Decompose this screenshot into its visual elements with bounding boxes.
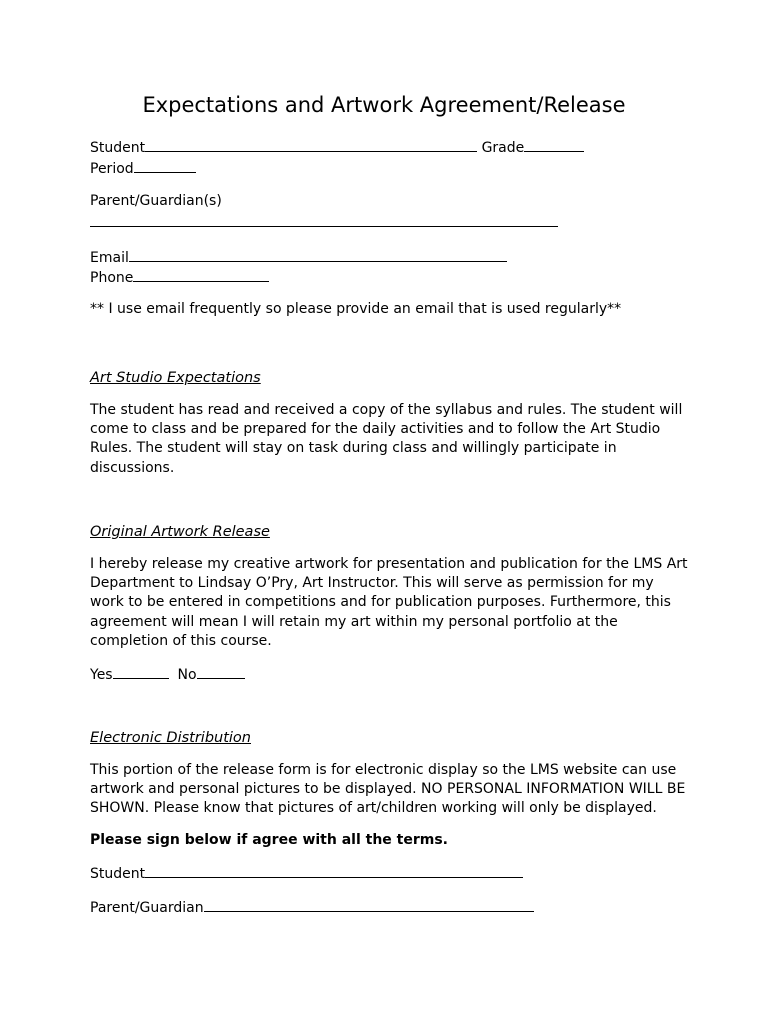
email-line [90, 247, 507, 268]
student-name-field[interactable] [145, 137, 477, 152]
grade-field[interactable] [524, 137, 584, 152]
period-field[interactable] [134, 158, 196, 173]
release-text: I hereby release my creative artwork for presentation and publication for the LMS Art Department to Lindsay O’Pry, Art Instructor. This will serve as permission for my work to be entered in competitions and for publication purposes. Furthermore, this agreement will mean I will retain my art within my personal portfolio at the completion of this course. [90, 556, 688, 649]
guardian-names-field[interactable] [90, 212, 558, 227]
email-label: Email [90, 250, 129, 266]
phone-label: Phone [90, 270, 134, 286]
release-heading: Original Artwork Release [90, 524, 270, 540]
guardian-line [90, 212, 558, 233]
student-label: Student [90, 140, 146, 156]
grade-label: Grade [481, 140, 525, 156]
guardian-signature-label: Parent/Guardian [90, 900, 204, 916]
guardian-label: Parent/Guardian(s) [90, 193, 222, 209]
guardian-signature-field[interactable] [204, 897, 534, 912]
yes-field[interactable] [113, 664, 169, 679]
yes-no-line [90, 664, 245, 685]
phone-field[interactable] [133, 267, 269, 282]
electronic-text: This portion of the release form is for electronic display so the LMS website can use artwork and personal pictures to be displayed. NO PERSONAL INFORMATION WILL BE SHOWN. Please know that pictures of art/children working will only be displayed. [90, 762, 686, 817]
phone-line [90, 267, 269, 288]
student-signature-label: Student [90, 866, 146, 882]
studio-text: The student has read and received a copy of the syllabus and rules. The student will come to class and be prepared for the daily activities and to follow the Art Studio Rules. The student will stay on task during class and willingly participate in discussions. [90, 402, 683, 476]
student-signature-line [90, 863, 523, 884]
student-signature-field[interactable] [145, 863, 523, 878]
yes-label: Yes [90, 667, 113, 683]
signature-instruction: Please sign below if agree with all the terms. [90, 832, 448, 848]
email-note: ** I use email frequently so please provide an email that is used regularly** [90, 301, 622, 317]
no-label: No [177, 667, 197, 683]
period-line [90, 158, 196, 179]
student-grade-line [90, 137, 584, 158]
no-field[interactable] [197, 664, 245, 679]
studio-heading: Art Studio Expectations [90, 370, 261, 386]
page-title: Expectations and Artwork Agreement/Release [142, 93, 626, 117]
electronic-heading: Electronic Distribution [90, 730, 251, 746]
period-label: Period [90, 161, 134, 177]
email-field[interactable] [129, 247, 507, 262]
guardian-signature-line [90, 897, 534, 918]
